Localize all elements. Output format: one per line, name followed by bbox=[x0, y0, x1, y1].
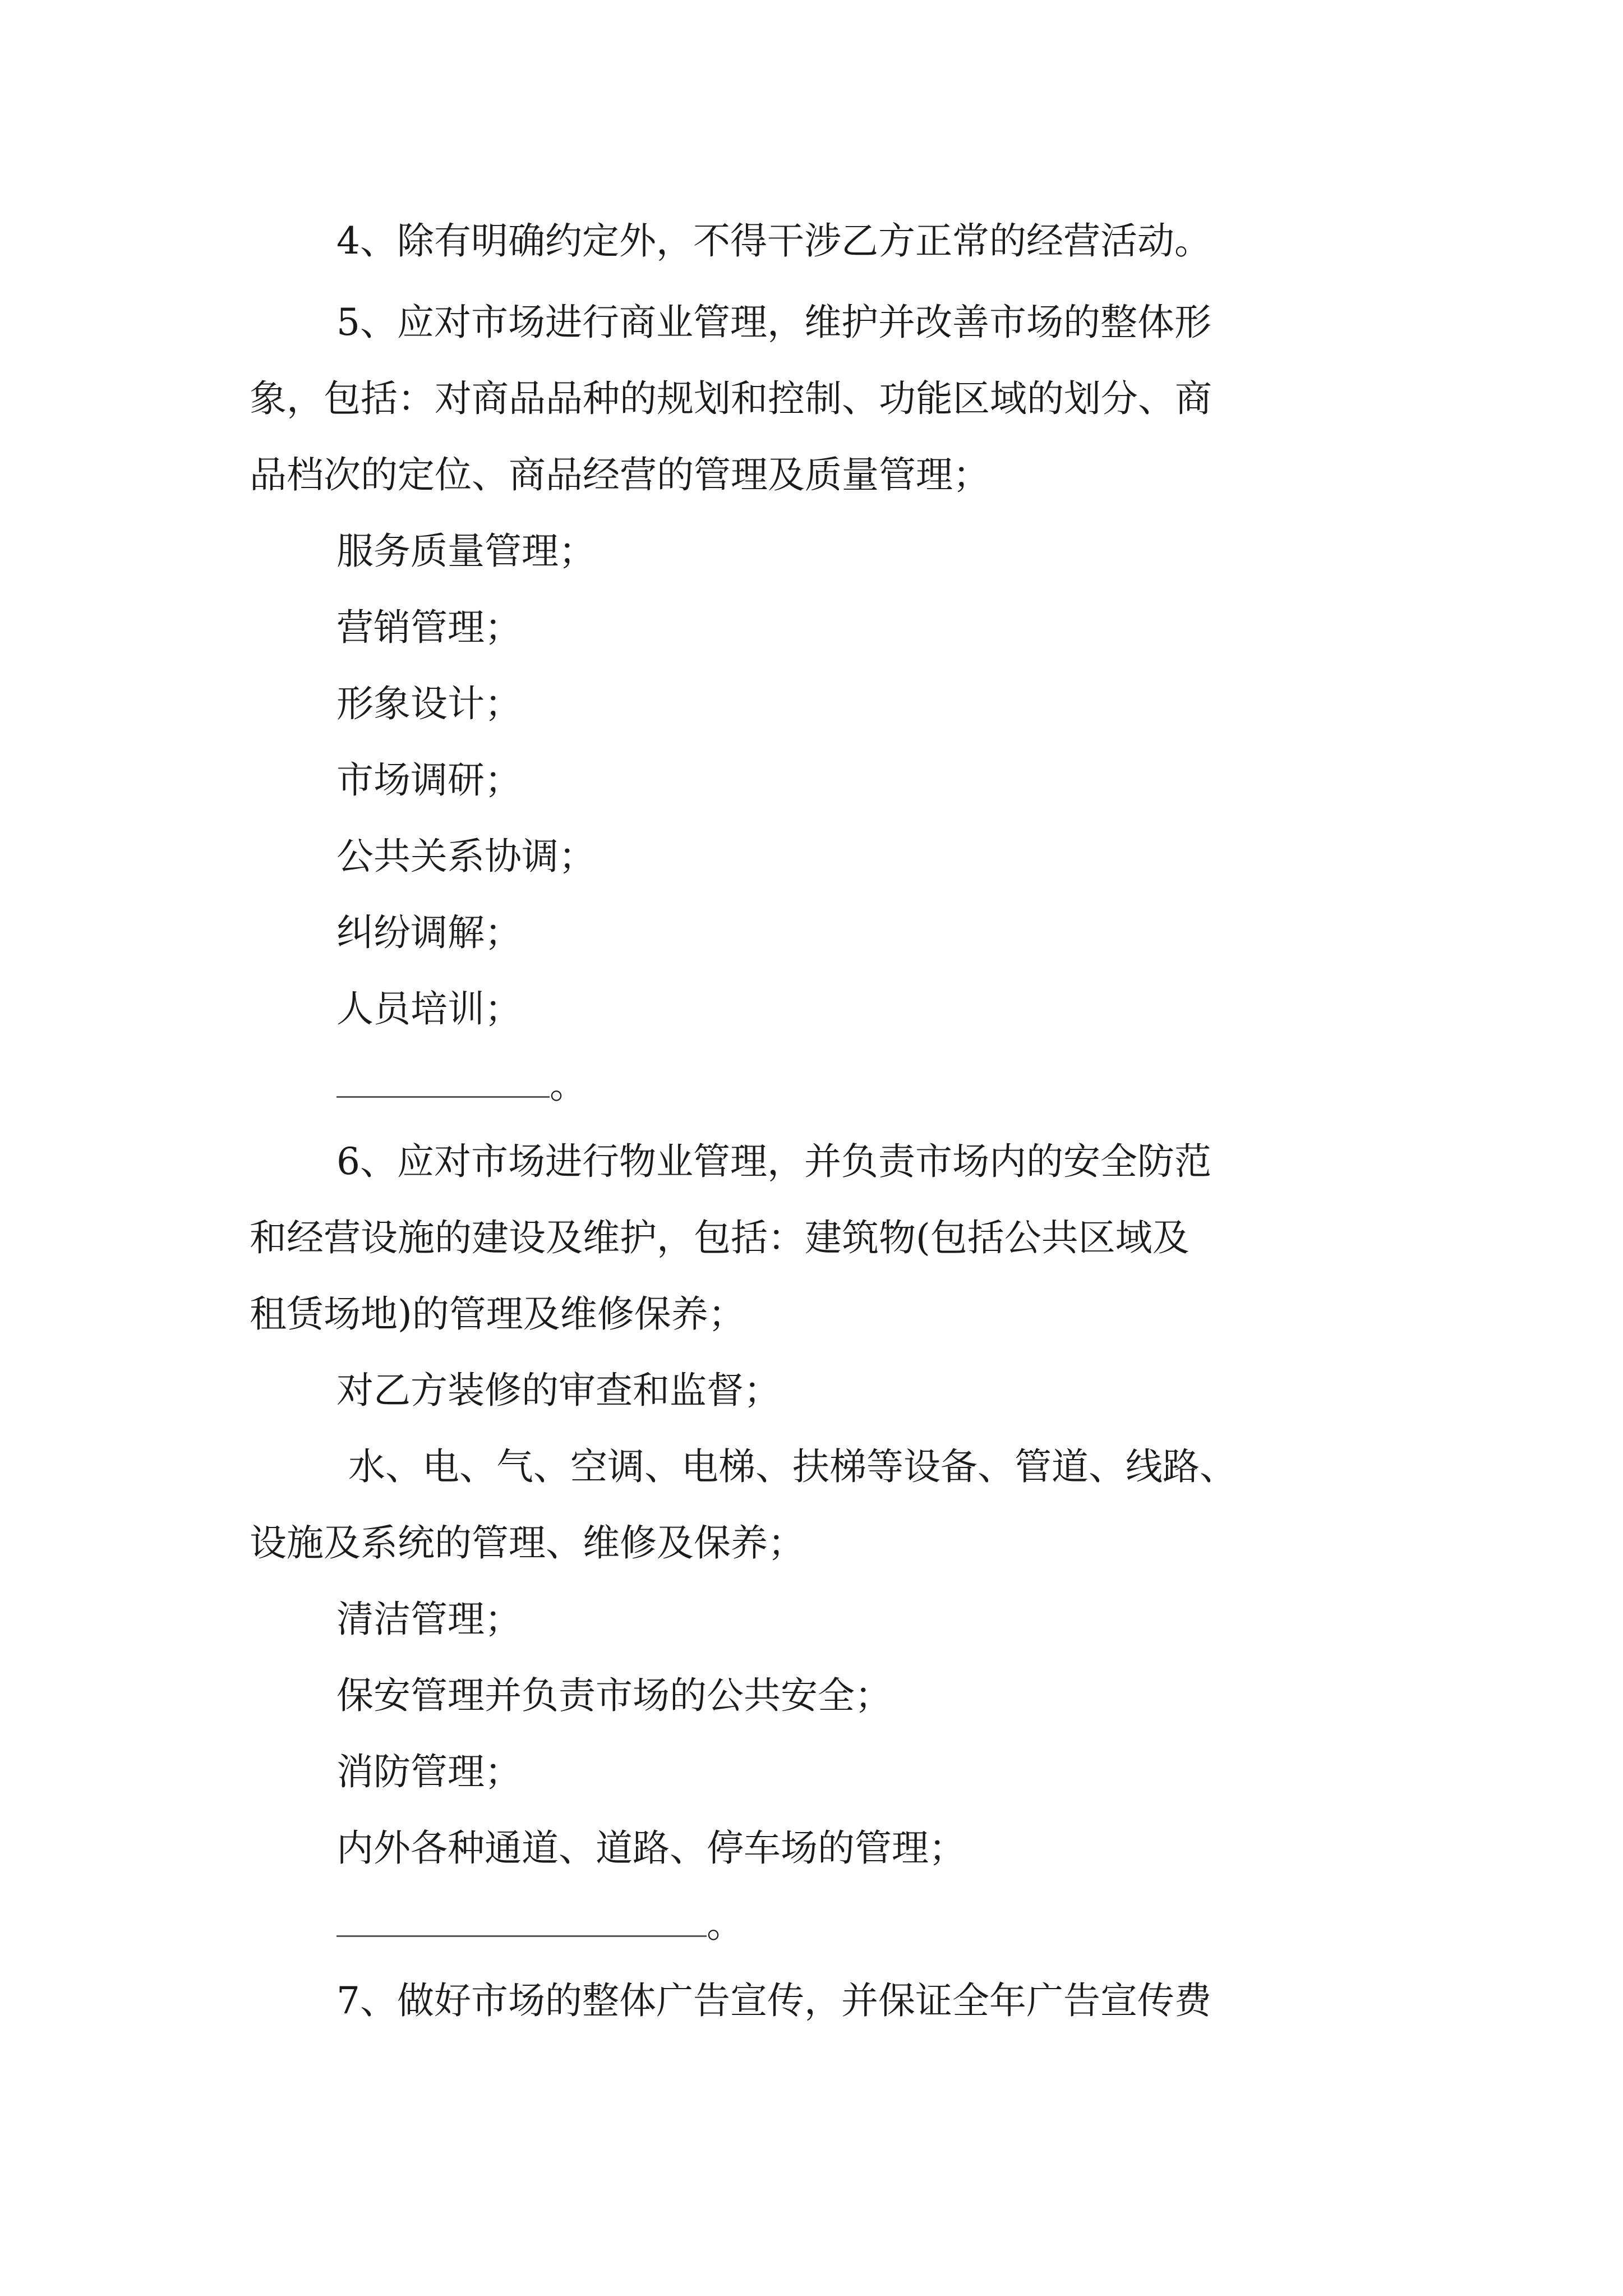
blank-fill-line bbox=[336, 1899, 744, 1950]
line-text: 纠纷调解； bbox=[336, 911, 522, 954]
paragraph-line bbox=[250, 450, 990, 500]
paragraph-line bbox=[250, 1289, 745, 1340]
list-item bbox=[336, 1365, 781, 1416]
line-text: 象，包括：对商品品种的规划和控制、功能区域的划分、商 bbox=[250, 377, 1212, 420]
list-item bbox=[336, 1442, 1237, 1492]
line-text: 和经营设施的建设及维护，包括：建筑物(包括公共区域及 bbox=[250, 1216, 1189, 1259]
list-item bbox=[336, 831, 596, 882]
list-item bbox=[336, 1594, 522, 1645]
line-text: 内外各种通道、道路、停车场的管理； bbox=[336, 1826, 966, 1870]
line-text: 5、应对市场进行商业管理，维护并改善市场的整体形 bbox=[336, 301, 1211, 344]
paragraph-line bbox=[336, 1137, 1211, 1187]
list-item bbox=[336, 908, 522, 958]
paragraph-line bbox=[336, 216, 1211, 266]
line-text: 6、应对市场进行物业管理，并负责市场内的安全防范 bbox=[336, 1140, 1211, 1183]
list-item bbox=[336, 1823, 966, 1874]
paragraph-line bbox=[336, 1976, 1211, 2026]
line-text: 水、电、气、空调、电梯、扶梯等设备、管道、线路、 bbox=[336, 1445, 1237, 1488]
line-text: 公共关系协调； bbox=[336, 835, 596, 878]
line-text: 服务质量管理； bbox=[336, 530, 596, 573]
paragraph-line bbox=[250, 374, 1212, 424]
list-item bbox=[336, 602, 522, 653]
line-text: 品档次的定位、商品经营的管理及质量管理； bbox=[250, 453, 990, 496]
list-item bbox=[336, 1747, 522, 1797]
list-item bbox=[336, 984, 522, 1034]
line-text: 。 bbox=[550, 1064, 587, 1107]
list-item bbox=[336, 755, 522, 806]
paragraph-line bbox=[250, 1213, 1189, 1263]
blank-underline bbox=[336, 1902, 707, 1937]
line-text: 保安管理并负责市场的公共安全； bbox=[336, 1674, 892, 1717]
paragraph-line bbox=[336, 297, 1211, 348]
line-text: 消防管理； bbox=[336, 1750, 522, 1793]
paragraph-line bbox=[250, 1518, 805, 1568]
line-text: 清洁管理； bbox=[336, 1598, 522, 1641]
line-text: 对乙方装修的审查和监督； bbox=[336, 1369, 781, 1412]
line-text: 租赁场地)的管理及维修保养； bbox=[250, 1292, 745, 1336]
blank-underline bbox=[336, 1062, 550, 1098]
line-text: 人员培训； bbox=[336, 987, 522, 1030]
list-item bbox=[336, 679, 522, 729]
line-text: 形象设计； bbox=[336, 682, 522, 725]
list-item bbox=[336, 526, 596, 577]
line-text: 7、做好市场的整体广告宣传，并保证全年广告宣传费 bbox=[336, 1979, 1211, 2022]
list-item bbox=[336, 1671, 892, 1721]
blank-fill-line bbox=[336, 1060, 587, 1111]
line-text: 4、除有明确约定外，不得干涉乙方正常的经营活动。 bbox=[336, 219, 1211, 263]
line-text: 营销管理； bbox=[336, 606, 522, 649]
line-text: 。 bbox=[707, 1903, 744, 1946]
line-text: 市场调研； bbox=[336, 758, 522, 802]
line-text: 设施及系统的管理、维修及保养； bbox=[250, 1521, 805, 1565]
